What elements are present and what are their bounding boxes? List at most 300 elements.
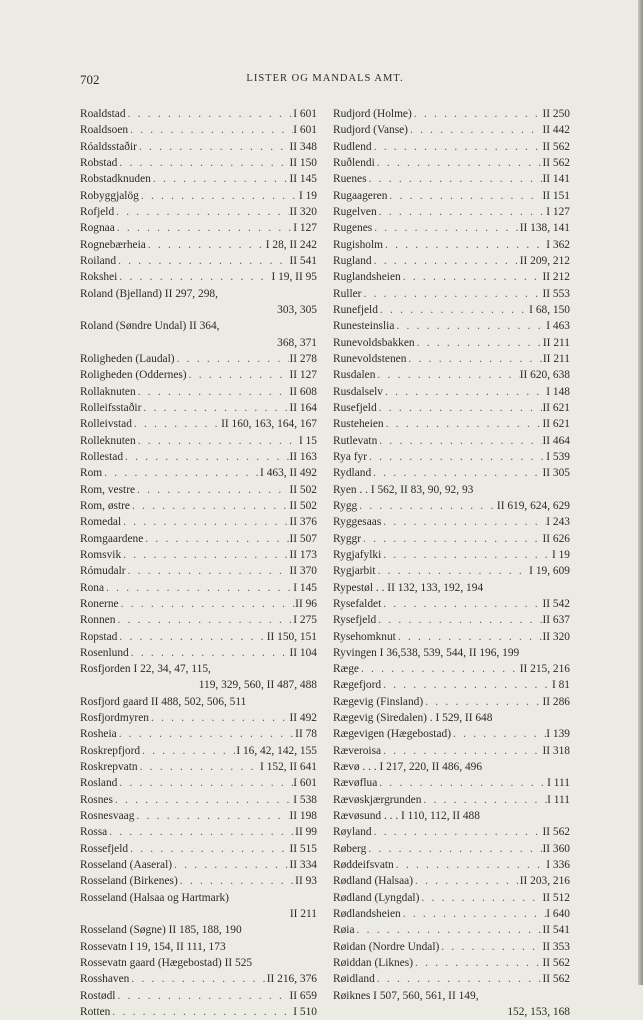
index-entry [333,465,570,481]
leader-dots [383,384,546,400]
entry-name: Roiland [80,254,117,267]
leader-dots [117,726,295,742]
index-entry [333,759,570,775]
leader-dots [178,873,295,889]
entry-reference: II 164 [289,401,317,414]
entry-reference: I 601 [293,108,317,120]
entry-name: Rusdalen [333,369,376,382]
leader-dots [115,612,293,628]
index-entry [333,171,570,187]
index-entry [333,726,570,742]
index-entry [333,939,570,955]
index-entry [80,400,317,416]
entry-name: Ronerne [80,597,119,610]
leader-dots [117,155,289,171]
entry-reference: II 145 [289,173,317,186]
entry-reference: II 198 [289,810,317,823]
entry-reference: II 502 [289,499,317,512]
entry-reference: I 145 [293,581,317,594]
leader-dots [401,906,547,922]
index-entry [333,580,570,596]
entry-name: Runesteinslia [333,320,395,333]
entry-name: Runevoldsbakken [333,336,415,349]
leader-dots [413,955,542,971]
entry-name: Ropstad [80,630,118,643]
index-entry [80,759,317,775]
index-entry [333,694,570,710]
entry-name: Rævøflua [333,777,378,790]
entry-name: Ronnen [80,614,116,627]
index-entry [333,367,570,383]
entry-continuation: 303, 305 [277,303,317,316]
entry-reference: I 148 [546,385,570,398]
leader-dots [377,433,542,449]
index-entry [80,824,317,840]
index-entry [333,955,570,971]
leader-dots [384,416,543,432]
index-entry [80,612,317,628]
leader-dots [110,1004,293,1020]
entry-name: Roland (Søndre Undal) II 364, [80,320,220,333]
leader-dots [412,106,543,122]
entry-name: Rudlend [333,140,372,153]
entry-name: Ruðlendi [333,156,375,169]
leader-dots [151,171,290,187]
leader-dots [102,465,260,481]
running-head: LISTER OG MANDALS AMT. [246,73,404,84]
index-entry [80,171,317,187]
entry-reference: I 538 [293,793,317,806]
index-entry [333,988,570,1004]
page-number: 702 [80,72,100,87]
entry-name: Rugenes [333,222,373,235]
leader-dots [121,514,289,530]
leader-dots [375,971,543,987]
index-entry [80,596,317,612]
entry-name: Rusefjeld [333,401,377,414]
entry-reference: I 139 [546,728,570,741]
entry-name: Ræveroisa [333,744,382,757]
entry-reference: II 562 [542,957,570,970]
entry-reference: II 541 [289,254,317,267]
leader-dots [415,335,543,351]
entry-reference: II 512 [542,891,570,904]
entry-name: Roaldstad [80,108,126,120]
index-entry [80,580,317,596]
entry-reference: II 212 [542,271,570,284]
index-entry [80,155,317,171]
leader-dots [117,629,266,645]
leader-dots [377,400,543,416]
index-entry [333,106,570,122]
entry-reference: II 141 [542,173,570,186]
index-entry [80,873,317,889]
index-entry [333,351,570,367]
index-column-left [80,106,317,1020]
entry-name: Rosfjord gaard II 488, 502, 506, 511 [80,695,247,708]
leader-dots [406,351,542,367]
index-entry [333,155,570,171]
leader-dots [375,367,519,383]
index-entry [80,269,317,285]
entry-reference: II 151 [542,189,570,202]
entry-reference: II 562 [542,140,570,153]
entry-name: Rosseland (Halsaa og Hartmark) [80,891,229,904]
entry-name: Rysefaldet [333,597,382,610]
entry-reference: II 305 [542,467,570,480]
entry-name: Rollestad [80,450,124,463]
entry-name: Romsvik [80,548,122,561]
index-entry [333,498,570,514]
entry-reference: II 211 [542,352,570,365]
entry-reference: I 510 [293,1006,317,1019]
entry-reference: II 348 [289,140,317,153]
entry-reference: I 601 [293,777,317,790]
leader-dots [128,841,289,857]
index-entry [80,726,317,742]
index-entry [333,204,570,220]
entry-continuation: 152, 153, 168 [507,1006,570,1019]
index-entry [80,514,317,530]
entry-name: Ruglandsheien [333,271,401,284]
entry-reference: II 150 [289,156,317,169]
index-entry [80,482,317,498]
leader-dots [423,694,542,710]
entry-name: Rosseland (Aaseral) [80,859,173,872]
entry-name: Roligheden (Oddernes) [80,369,187,382]
leader-dots [115,220,293,236]
leader-dots [359,661,520,677]
entry-reference: II 562 [542,973,570,986]
leader-dots [377,204,547,220]
entry-reference: II 318 [542,744,570,757]
leader-dots [126,106,294,122]
entry-name: Rom, østre [80,499,130,512]
entry-name: Rosheia [80,728,117,741]
entry-name: Rygjafylki [333,548,382,561]
index-entry [80,792,317,808]
entry-reference: II 620, 638 [519,369,570,382]
entry-name: Rognebærheia [80,238,146,251]
entry-reference: I 152, II 641 [260,761,317,774]
entry-name: Rusteheien [333,418,384,431]
index-entry [333,661,570,677]
entry-reference: II 250 [542,108,570,120]
entry-name: Ruller [333,287,362,300]
entry-name: Rysefjeld [333,614,377,627]
index-entry [80,237,317,253]
entry-reference: I 19 [551,548,570,561]
entry-name: Roskrepvatn [80,761,138,774]
entry-name: Rossefjeld [80,842,129,855]
index-entry [80,204,317,220]
entry-name: Rugisholm [333,238,384,251]
entry-reference: II 320 [289,205,317,218]
entry-name: Ryen . . I 562, II 83, 90, 92, 93 [333,483,474,496]
entry-reference: I 275 [293,614,317,627]
entry-reference: II 659 [289,989,317,1002]
index-entry [333,971,570,987]
leader-dots [378,302,529,318]
entry-name: Røia [333,924,355,937]
entry-reference: II 370 [289,565,317,578]
index-entry [333,302,570,318]
entry-continuation: 368, 371 [277,336,317,349]
index-entry [333,384,570,400]
leader-dots [117,775,293,791]
entry-reference: I 28, II 242 [265,238,317,251]
entry-name: Rævøskjærgrunden [333,793,422,806]
leader-dots [172,857,289,873]
entry-name: Røidan (Nordre Undal) [333,940,440,953]
entry-name: Rotten [80,1006,111,1019]
index-entry [80,139,317,155]
index-entry [80,841,317,857]
leader-dots [387,188,542,204]
entry-reference: II 320 [542,630,570,643]
index-entry [333,808,570,824]
leader-dots [367,449,546,465]
leader-dots [136,384,290,400]
entry-name: Rægevigen (Hægebostad) [333,728,451,741]
leader-dots [372,139,543,155]
leader-dots [375,155,543,171]
entry-name: Rokshei [80,271,118,284]
leader-dots [175,351,290,367]
entry-name: Rygjarbit [333,565,376,578]
entry-reference: II 138, 141 [519,222,570,235]
entry-reference: I 336 [546,859,570,872]
entry-name: Rossa [80,826,108,839]
index-entry [80,188,317,204]
index-entry [80,106,317,122]
entry-name: Rosseland (Birkenes) [80,875,178,888]
leader-dots [419,890,542,906]
index-entry [80,1004,317,1020]
entry-reference: I 539 [546,450,570,463]
leader-dots [126,563,290,579]
index-entry [80,547,317,563]
entry-name: Robstadknuden [80,173,151,186]
index-entry [333,645,570,661]
index-entry [80,351,317,367]
entry-name: Rolleknuten [80,434,136,447]
index-entry [80,384,317,400]
leader-dots [117,269,271,285]
entry-name: Rosfjordmyren [80,712,149,725]
index-entry [333,237,570,253]
index-entry [80,743,317,759]
entry-name: Rolleivstad [80,418,132,431]
leader-dots [104,580,293,596]
entry-reference: II 209, 212 [519,254,570,267]
entry-reference: I 243 [546,516,570,529]
entry-reference: I 19, II 95 [271,271,317,284]
entry-name: Rødland (Halsaa) [333,875,414,888]
leader-dots [143,531,289,547]
entry-name: Rostødl [80,989,116,1002]
index-entry [333,139,570,155]
entry-name: Rygg [333,499,358,512]
entry-reference: I 601 [293,124,317,137]
leader-dots [134,808,289,824]
index-entry [80,122,317,138]
entry-name: Røidland [333,973,375,986]
entry-name: Roskrepfjord [80,744,141,757]
entry-name: Rugaageren [333,189,388,202]
index-entry [333,416,570,432]
entry-name: Rosnesvaag [80,810,135,823]
entry-reference: II 553 [542,287,570,300]
entry-reference: II 353 [542,940,570,953]
index-entry [80,645,317,661]
entry-name: Rægefjord [333,679,382,692]
entry-name: Rysehomknut [333,630,396,643]
leader-dots [113,792,293,808]
leader-dots [381,677,552,693]
entry-name: Rutlevatn [333,434,378,447]
entry-name: Rugland [333,254,372,267]
entry-reference: II 160, 163, 164, 167 [221,418,317,431]
index-entry [333,743,570,759]
entry-name: Rudjord (Vanse) [333,124,408,137]
entry-name: Romedal [80,516,122,529]
leader-dots [451,726,546,742]
entry-name: Rya fyr [333,450,368,463]
index-entry [333,792,570,808]
index-entry [333,335,570,351]
entry-reference: I 19 [298,189,317,202]
index-entry [333,857,570,873]
leader-dots [367,171,543,187]
index-entry [333,433,570,449]
leader-dots [119,596,296,612]
leader-dots [357,498,497,514]
entry-name: Rollaknuten [80,385,136,398]
entry-reference: II 215, 216 [519,663,570,676]
index-entry [333,253,570,269]
entry-reference: II 127 [289,369,317,382]
entry-name: Ryvingen I 36,538, 539, 544, II 196, 199 [333,646,520,659]
entry-reference: II 286 [542,695,570,708]
leader-dots [141,400,289,416]
entry-reference: II 492 [289,712,317,725]
entry-reference: I 127 [293,222,317,235]
entry-reference: II 608 [289,385,317,398]
leader-dots [139,188,299,204]
leader-dots [135,482,289,498]
entry-reference: II 278 [289,352,317,365]
leader-dots [115,988,289,1004]
leader-dots [136,433,299,449]
leader-dots [107,824,295,840]
leader-dots [394,857,547,873]
leader-dots [132,416,221,432]
leader-dots [129,971,266,987]
entry-reference: II 96 [295,597,317,610]
entry-reference: II 104 [289,646,317,659]
index-entry [333,922,570,938]
entry-name: Røiddan (Liknes) [333,957,414,970]
index-entry [333,531,570,547]
leader-dots [381,514,546,530]
entry-reference: I 463, II 492 [260,467,317,480]
leader-dots [130,498,289,514]
entry-reference: I 19, 609 [529,565,570,578]
entry-reference: II 464 [542,434,570,447]
entry-name: Rægevig (Finsland) [333,695,424,708]
entry-name: Rødland (Lyngdal) [333,891,420,904]
entry-name: Rudjord (Holme) [333,108,412,120]
index-entry [333,824,570,840]
index-entry [80,661,317,677]
index-entry [333,400,570,416]
index-entry [80,890,317,906]
leader-dots [146,237,266,253]
index-entry [333,547,570,563]
leader-dots [383,237,546,253]
entry-reference: II 211 [542,336,570,349]
index-entry [333,563,570,579]
entry-name: Røberg [333,842,367,855]
leader-dots [396,629,543,645]
entry-reference: II 376 [289,516,317,529]
entry-reference: II 626 [542,532,570,545]
entry-reference: II 621 [542,418,570,431]
entry-name: Rossevatn I 19, 154, II 111, 173 [80,940,226,953]
leader-dots [377,775,547,791]
index-entry [80,433,317,449]
entry-reference: I 111 [547,777,570,790]
entry-reference: II 78 [295,728,317,741]
leader-dots [140,743,236,759]
leader-dots [372,824,543,840]
index-entry [80,465,317,481]
leader-dots [121,547,289,563]
entry-reference: II 99 [295,826,317,839]
leader-dots [376,563,530,579]
entry-reference: II 360 [542,842,570,855]
entry-reference: I 15 [298,434,317,447]
index-entry [333,220,570,236]
index-entry [333,286,570,302]
index-entry [333,449,570,465]
entry-name: Ryggr [333,532,362,545]
leader-dots [137,139,290,155]
leader-dots [366,841,542,857]
index-entry [80,367,317,383]
leader-dots [372,253,520,269]
leader-dots [361,286,542,302]
index-entry [80,939,317,955]
leader-dots [114,204,289,220]
entry-name: Rom, vestre [80,483,136,496]
entry-reference: II 619, 624, 629 [496,499,570,512]
index-entry [333,188,570,204]
entry-name: Roland (Bjelland) II 297, 298, [80,287,218,300]
index-entry [333,269,570,285]
page-edge-shadow [638,0,643,985]
entry-name: Rom [80,467,103,480]
leader-dots [138,759,260,775]
entry-name: Rossevatn gaard (Hægebostad) II 525 [80,957,253,970]
entry-name: Røddeifsvatn [333,859,394,872]
index-entry [80,318,317,334]
entry-reference: I 127 [546,205,570,218]
entry-reference: II 173 [289,548,317,561]
entry-reference: I 362 [546,238,570,251]
index-entry [333,841,570,857]
